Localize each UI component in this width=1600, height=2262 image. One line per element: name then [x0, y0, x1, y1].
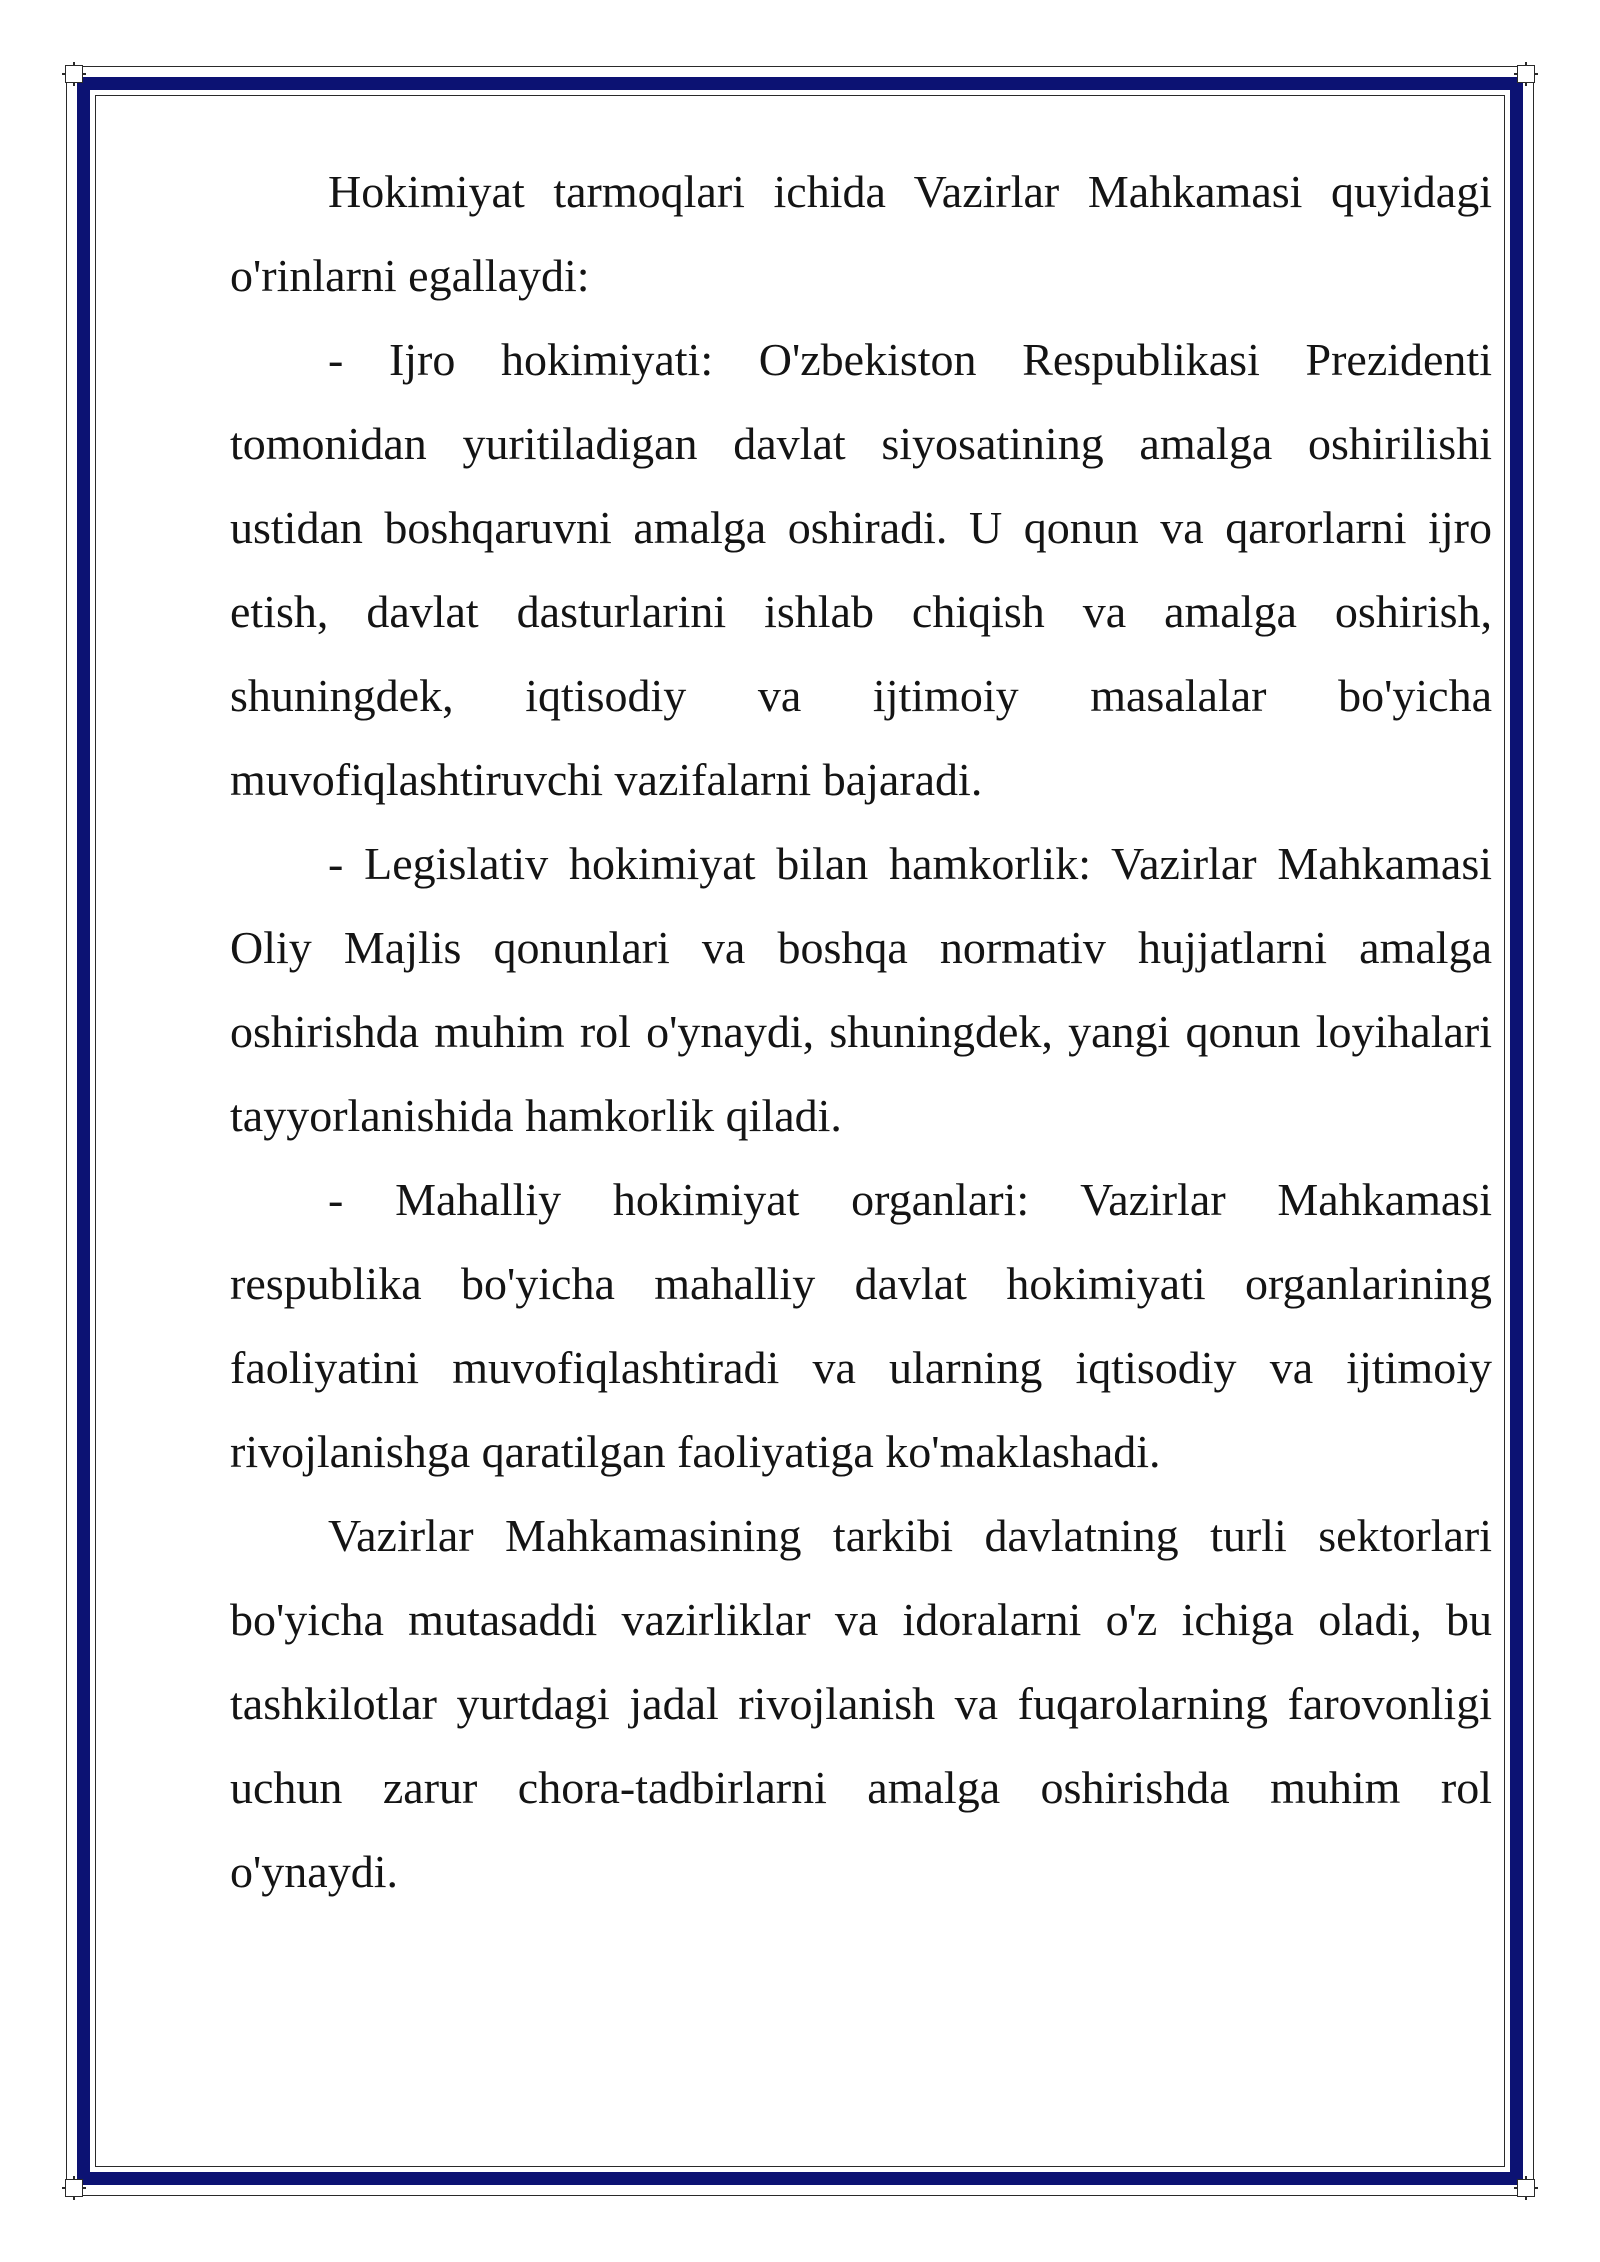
- corner-ornament-bottom-right: [1514, 2176, 1538, 2200]
- paragraph-legislative-cooperation: - Legislativ hokimiyat bilan hamkorlik: Vazirlar Mahkamasi Oliy Majlis qonunlari va boshqa normativ hujjatlarni amalga oshirishda muhim rol o'ynaydi, shuningdek, yangi qonun loyihalari tayyorlanishida hamkorlik qiladi.: [230, 838, 1492, 1141]
- paragraph-cabinet-structure: Vazirlar Mahkamasining tarkibi davlatning turli sektorlari bo'yicha mutasaddi vazirliklar va idoralarni o'z ichiga oladi, bu tashkilotlar yurtdagi jadal rivojlanish va fuqarolarning farovonligi uchun zarur chora-tadbirlarni amalga oshirishda muhim rol o'ynaydi.: [230, 1510, 1492, 1897]
- corner-ornament-top-left: [62, 62, 86, 86]
- corner-ornament-top-right: [1514, 62, 1538, 86]
- paragraph-intro: Hokimiyat tarmoqlari ichida Vazirlar Mahkamasi quyidagi o'rinlarni egallaydi:: [230, 166, 1492, 301]
- paragraph-executive-power: - Ijro hokimiyati: O'zbekiston Respublikasi Prezidenti tomonidan yuritiladigan davlat siyosatining amalga oshirilishi ustidan boshqaruvni amalga oshiradi. U qonun va qarorlarni ijro etish, davlat dasturlarini ishlab chiqish va amalga oshirish, shuningdek, iqtisodiy va ijtimoiy masalalar bo'yicha muvofiqlashtiruvchi vazifalarni bajaradi.: [230, 334, 1492, 805]
- corner-ornament-bottom-left: [62, 2176, 86, 2200]
- document-body: [230, 150, 1492, 1914]
- paragraph-local-authorities: - Mahalliy hokimiyat organlari: Vazirlar Mahkamasi respublika bo'yicha mahalliy davlat hokimiyati organlarining faoliyatini muvofiqlashtiradi va ularning iqtisodiy va ijtimoiy rivojlanishga qaratilgan faoliyatiga ko'maklashadi.: [230, 1174, 1492, 1477]
